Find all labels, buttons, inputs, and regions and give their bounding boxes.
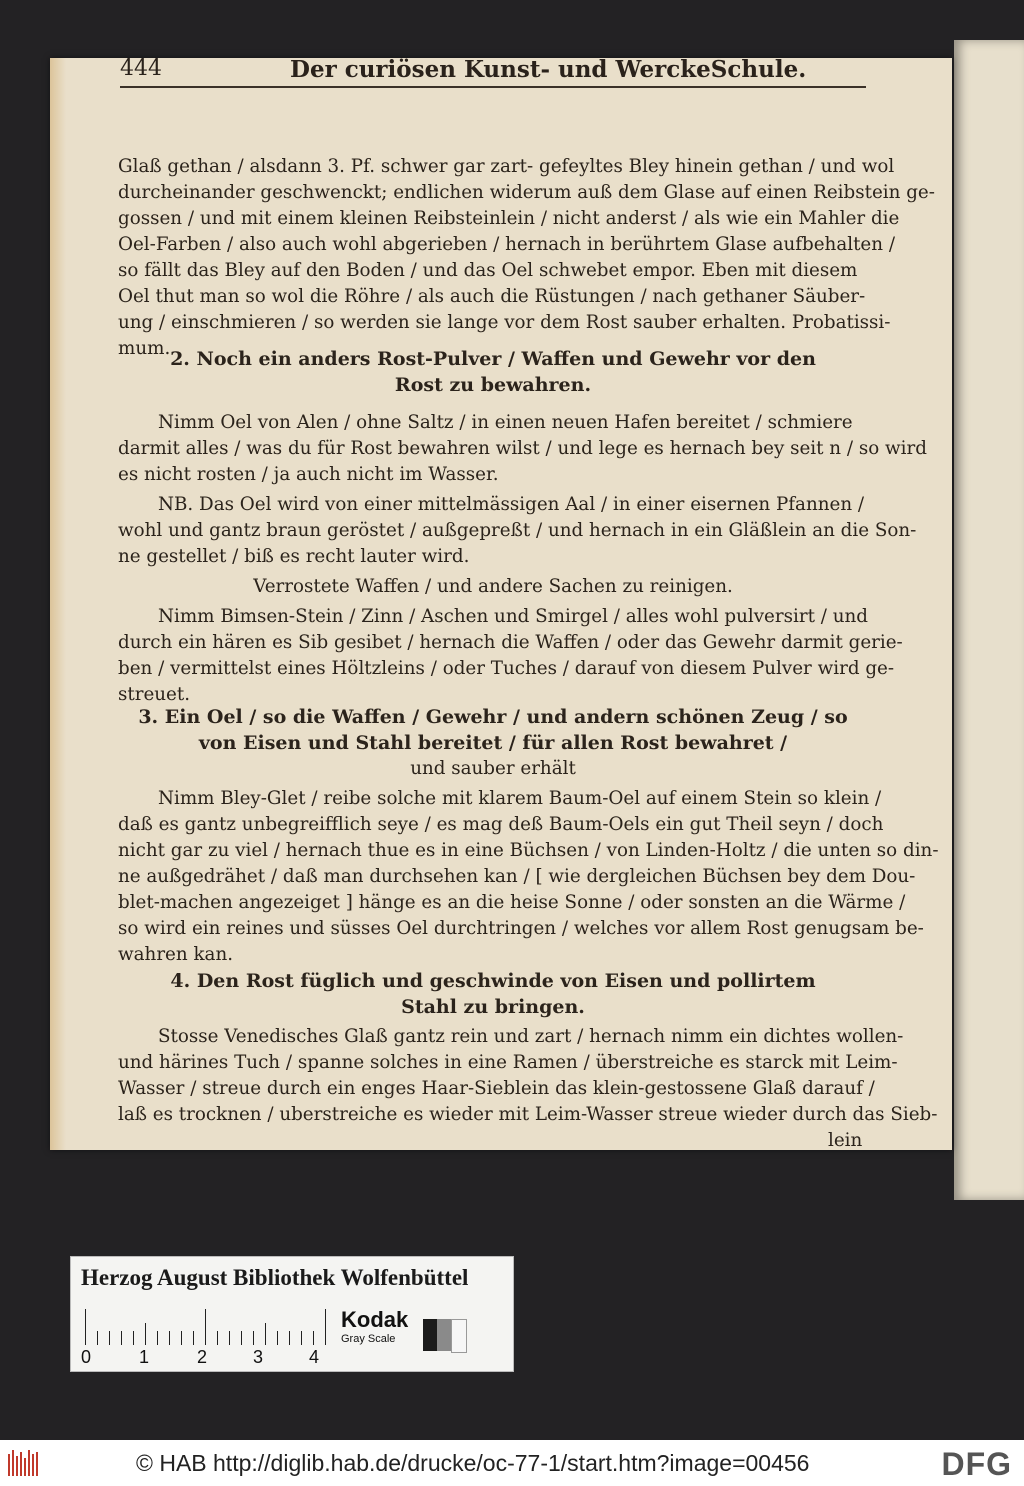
section-heading: 4. Den Rost füglich und geschwinde von Eisen und pollirtem (170, 970, 816, 992)
ruler-tick (241, 1331, 242, 1345)
ruler-tick (301, 1331, 302, 1345)
text-line: Oel thut man so wol die Röhre / als auch die Rüstungen / nach gethaner Säuber- (118, 286, 866, 307)
text-line: daß es gantz unbegreifflich seye / es mag deß Baum-Oels ein gut Theil seyn / doch (118, 814, 884, 835)
text-line: wahren kan. (118, 944, 234, 965)
section-heading: 2. Noch ein anders Rost-Pulver / Waffen und Gewehr vor den (170, 348, 816, 370)
text-line: Oel-Farben / also auch wohl abgerieben / hernach in berührtem Glase aufbehalten / (118, 234, 895, 255)
text-line: so wird ein reines und süsses Oel durchtringen / welches vor allem Rost genugsam be- (118, 918, 924, 939)
text-line: und härines Tuch / spanne solches in eine Ramen / überstreiche es starck mit Leim- (118, 1052, 898, 1073)
ruler-number: 1 (139, 1347, 150, 1367)
nota-bene-line: NB. Das Oel wird von einer mittelmässigen Aal / in einer eisernen Pfannen / (158, 494, 865, 515)
ruler-tick (205, 1309, 206, 1345)
ruler-tick (229, 1331, 230, 1345)
text-line: ung / einschmieren / so werden sie lange vor dem Rost sauber erhalten. Probatissi- (118, 312, 891, 333)
text-line: durcheinander geschwenckt; endlichen widerum auß dem Glase auf einen Reibstein ge- (118, 182, 935, 203)
footer-bar (0, 1440, 1024, 1486)
text-line: Nimm Bley-Glet / reibe solche mit klarem Baum-Oel auf einem Stein so klein / (158, 788, 882, 809)
ruler-tick (217, 1331, 218, 1345)
text-line: Glaß gethan / alsdann 3. Pf. schwer gar zart- gefeyltes Bley hinein gethan / und wol (118, 156, 895, 177)
ruler-tick (289, 1331, 290, 1345)
nota-bene-line: wohl und gantz braun geröstet / außgepreßt / und hernach in ein Gläßlein an die Son- (118, 520, 917, 541)
ruler-tick (133, 1331, 134, 1345)
ruler-number: 4 (309, 1347, 320, 1367)
gray-swatch-light (451, 1319, 467, 1353)
ruler-number: 3 (253, 1347, 264, 1367)
ruler-tick (325, 1309, 326, 1345)
ruler-tick (253, 1331, 254, 1345)
text-line: ne außgedrähet / daß man durchsehen kan / [ wie dergleichen Büchsen bey dem Dou- (118, 866, 916, 887)
text-line: durch ein hären es Sib gesibet / hernach die Waffen / oder das Gewehr darmit gerie- (118, 632, 903, 653)
text-line: darmit alles / was du für Rost bewahren wilst / und lege es hernach bey seit n / so wird (118, 438, 927, 459)
color-target-strip (70, 1256, 514, 1372)
ruler-tick (97, 1331, 98, 1345)
text-line: es nicht rosten / ja auch nicht im Wasser. (118, 464, 499, 485)
ruler-tick (265, 1323, 266, 1345)
ruler-tick (181, 1331, 182, 1345)
ruler-tick (277, 1331, 278, 1345)
ruler-number: 0 (81, 1347, 92, 1367)
text-line: gossen / und mit einem kleinen Reibsteinlein / nicht anderst / als wie ein Mahler die (118, 208, 900, 229)
barcode-icon (8, 1450, 38, 1476)
source-citation-link[interactable]: © HAB http://diglib.hab.de/drucke/oc-77-1/start.htm?image=00456 (136, 1450, 810, 1476)
ruler-tick (157, 1331, 158, 1345)
ruler-tick (313, 1331, 314, 1345)
running-title: Der curiösen Kunst- und WerckeSchule. (290, 56, 807, 83)
dfg-logo: DFG (941, 1446, 1012, 1482)
text-line: Nimm Oel von Alen / ohne Saltz / in einen neuen Hafen bereitet / schmiere (158, 412, 853, 433)
ruler-tick (145, 1323, 146, 1345)
catchword: lein (828, 1130, 863, 1151)
header-rule (120, 86, 866, 88)
section-heading: 3. Ein Oel / so die Waffen / Gewehr / und andern schönen Zeug / so (138, 706, 848, 728)
section-heading: von Eisen und Stahl bereitet / für allen Rost bewahret / (198, 732, 788, 754)
text-line: so fällt das Bley auf den Boden / und das Oel schwebet empor. Eben mit diesem (118, 260, 858, 281)
nota-bene-line: ne gestellet / biß es recht lauter wird. (118, 546, 470, 567)
ruler-tick (169, 1331, 170, 1345)
section-heading: Stahl zu bringen. (401, 996, 585, 1018)
text-line: mum. (118, 338, 171, 359)
section-heading: und sauber erhält (410, 758, 576, 779)
text-line: streuet. (118, 684, 191, 705)
kodak-logo: Kodak (341, 1307, 409, 1332)
gray-scale-label: Gray Scale (341, 1333, 396, 1345)
section-heading: Rost zu bewahren. (394, 374, 592, 396)
gray-swatch-mid (437, 1319, 451, 1351)
text-line: blet-machen angezeiget ] hänge es an die heise Sonne / oder sonsten an die Wärme / (118, 892, 906, 913)
ruler-tick (193, 1331, 194, 1345)
page-header (120, 56, 910, 88)
text-line: Wasser / streue durch ein enges Haar-Sieblein das klein-gestossene Glaß darauf / (118, 1078, 875, 1099)
text-line: Nimm Bimsen-Stein / Zinn / Aschen und Smirgel / alles wohl pulversirt / und (158, 606, 868, 627)
ruler-tick (85, 1309, 86, 1345)
page-edge (50, 58, 66, 1150)
ruler-numbers (77, 1347, 337, 1369)
ruler-tick (109, 1331, 110, 1345)
subheading: Verrostete Waffen / und andere Sachen zu reinigen. (253, 576, 733, 597)
ruler-tick (121, 1331, 122, 1345)
library-name: Herzog August Bibliothek Wolfenbüttel (81, 1265, 469, 1290)
page-number: 444 (120, 56, 162, 81)
gray-swatch-dark (423, 1319, 437, 1351)
text-line: laß es trocknen / uberstreiche es wieder mit Leim-Wasser streue wieder durch das Sieb- (118, 1104, 938, 1125)
measurement-ruler (85, 1309, 325, 1345)
facing-page-edge (954, 40, 1024, 1200)
text-line: nicht gar zu viel / hernach thue es in eine Büchsen / von Linden-Holtz / die unten so din- (118, 840, 939, 861)
text-line: ben / vermittelst eines Höltzleins / oder Tuches / darauf von diesem Pulver wird ge- (118, 658, 895, 679)
ruler-number: 2 (197, 1347, 208, 1367)
text-line: Stosse Venedisches Glaß gantz rein und zart / hernach nimm ein dichtes wollen- (158, 1026, 904, 1047)
